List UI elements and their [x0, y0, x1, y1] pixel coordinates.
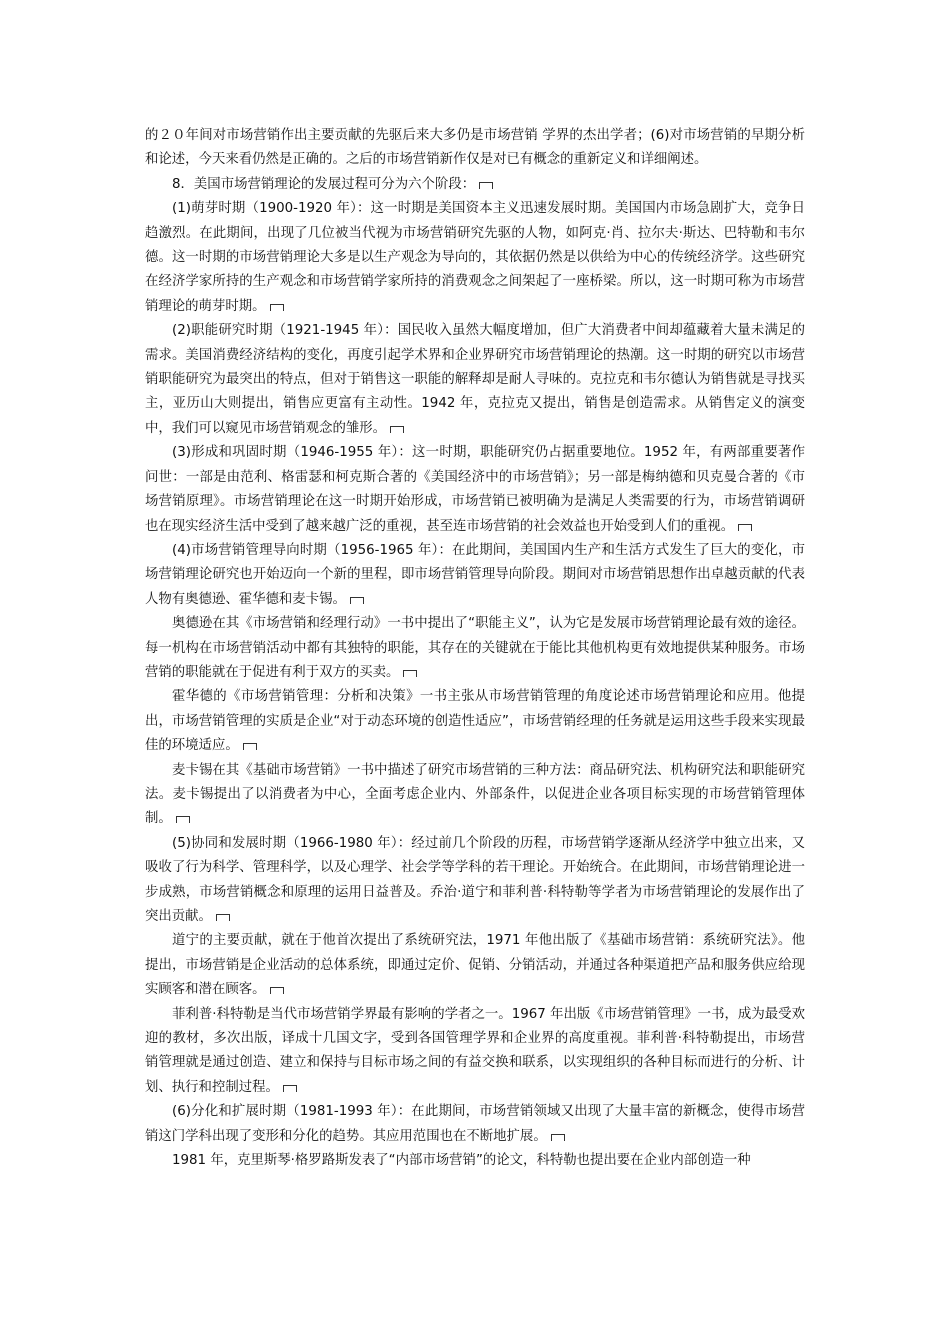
paragraph: [145, 173, 805, 197]
paragraph-mark-icon: [176, 816, 190, 823]
paragraph-mark-icon: [270, 304, 284, 311]
paragraph: [145, 1100, 805, 1149]
paragraph-text: 菲利普·科特勒是当代市场营销学界最有影响的学者之一。1967 年出版《市场营销管理》一书，成为最受欢迎的教材，多次出版，译成十几国文字，受到各国管理学界和企业界的高度重视。菲利普·科特勒提出，市场营销管理就是通过创造、建立和保持与目标市场之间的有益交换和联系，以实现组织的各种目标而进行的分析、计划、执行和控制过程。: [145, 1006, 805, 1095]
paragraph-mark-icon: [390, 426, 404, 433]
paragraph-mark-icon: [479, 182, 493, 189]
paragraph: [145, 1003, 805, 1101]
paragraph-mark-icon: [243, 743, 257, 750]
paragraph-text: 麦卡锡在其《基础市场营销》一书中描述了研究市场营销的三种方法：商品研究法、机构研究法和职能研究法。麦卡锡提出了以消费者为中心，全面考虑企业内、外部条件，以促进企业各项目标实现的市场营销管理体制。: [145, 762, 805, 827]
paragraph: [145, 685, 805, 758]
paragraph-mark-icon: [738, 524, 752, 531]
paragraph-text: 道宁的主要贡献，就在于他首次提出了系统研究法，1971 年他出版了《基础市场营销：系统研究法》。他提出，市场营销是企业活动的总体系统，即通过定价、促销、分销活动，并通过各种渠道把产品和服务供应给现实顾客和潜在顾客。: [145, 933, 805, 998]
document-page: [145, 124, 805, 1173]
paragraph-mark-icon: [283, 1085, 297, 1092]
paragraph-text: (5)协同和发展时期（1966-1980 年）：经过前几个阶段的历程，市场营销学逐渐从经济学中独立出来，又吸收了行为科学、管理科学，以及心理学、社会学等学科的若干理论。开始统合。在此期间，市场营销理论进一步成熟，市场营销概念和原理的运用日益普及。乔治·道宁和菲利普·科特勒等学者为市场营销理论的发展作出了突出贡献。: [145, 835, 805, 924]
paragraph: [145, 1149, 805, 1173]
paragraph-text: 奥德逊在其《市场营销和经理行动》一书中提出了“职能主义”，认为它是发展市场营销理论最有效的途径。每一机构在市场营销活动中都有其独特的职能，其存在的关键就在于能比其他机构更有效地提供某种服务。市场营销的职能就在于促进有利于双方的买卖。: [145, 616, 805, 680]
paragraph-mark-icon: [403, 670, 417, 677]
paragraph: [145, 539, 805, 612]
paragraph: [145, 319, 805, 441]
paragraph-mark-icon: [216, 914, 230, 921]
paragraph: [145, 612, 805, 685]
paragraph-text: (6)分化和扩展时期（1981-1993 年）：在此期间，市场营销领域又出现了大量丰富的新概念，使得市场营销这门学科出现了变形和分化的趋势。其应用范围也在不断地扩展。: [145, 1104, 805, 1144]
paragraph-text: 8．美国市场营销理论的发展过程可分为六个阶段：: [172, 176, 476, 192]
paragraph-text: (4)市场营销管理导向时期（1956-1965 年）：在此期间，美国国内生产和生活方式发生了巨大的变化，市场营销理论研究也开始迈向一个新的里程，即市场营销管理导向阶段。期间对市场营销思想作出卓越贡献的代表人物有奥德逊、霍华德和麦卡锡。: [145, 542, 805, 607]
paragraph-text: (3)形成和巩固时期（1946-1955 年）：这一时期，职能研究仍占据重要地位。1952 年，有两部重要著作问世：一部是由范利、格雷瑟和柯克斯合著的《美国经济中的市场营销》；另一部是梅纳德和贝克曼合著的《市场营销原理》。市场营销理论在这一时期开始形成，市场营销已被明确为是满足人类需要的行为，市场营销调研也在现实经济生活中受到了越来越广泛的重视，甚至连市场营销的社会效益也开始受到人们的重视。: [145, 445, 805, 534]
paragraph-text: 1981 年，克里斯琴·格罗路斯发表了“内部市场营销”的论文，科特勒也提出要在企业内部创造一种: [172, 1153, 751, 1169]
paragraph-mark-icon: [551, 1134, 565, 1141]
paragraph: [145, 124, 805, 173]
paragraph: [145, 929, 805, 1002]
paragraph: [145, 441, 805, 539]
paragraph-text: 的２０年间对市场营销作出主要贡献的先驱后来大多仍是市场营销 学界的杰出学者；(6)对市场营销的早期分析和论述，今天来看仍然是正确的。之后的市场营销新作仅是对已有概念的重新定义和详细阐述。: [145, 128, 805, 168]
paragraph: [145, 832, 805, 930]
paragraph-mark-icon: [350, 597, 364, 604]
paragraph: [145, 759, 805, 832]
paragraph-mark-icon: [270, 987, 284, 994]
paragraph-text: 霍华德的《市场营销管理：分析和决策》一书主张从市场营销管理的角度论述市场营销理论和应用。他提出，市场营销管理的实质是企业“对于动态环境的创造性适应”，市场营销经理的任务就是运用这些手段来实现最佳的环境适应。: [145, 689, 805, 754]
paragraph-text: (1)萌芽时期（1900-1920 年）：这一时期是美国资本主义迅速发展时期。美国国内市场急剧扩大，竞争日趋激烈。在此期间，出现了几位被当代视为市场营销研究先驱的人物，如阿克·肖、拉尔夫·斯达、巴特勒和韦尔德。这一时期的市场营销理论大多是以生产观念为导向的，其依据仍然是以供给为中心的传统经济学。这些研究在经济学家所持的生产观念和市场营销学家所持的消费观念之间架起了一座桥梁。所以，这一时期可称为市场营销理论的萌芽时期。: [145, 201, 805, 314]
paragraph: [145, 197, 805, 319]
paragraph-text: (2)职能研究时期（1921-1945 年）：国民收入虽然大幅度增加，但广大消费者中间却蕴藏着大量未满足的需求。美国消费经济结构的变化，再度引起学术界和企业界研究市场营销理论的热潮。这一时期的研究以市场营销职能研究为最突出的特点，但对于销售这一职能的解释却是耐人寻味的。克拉克和韦尔德认为销售就是寻找买主，亚历山大则提出，销售应更富有主动性。1942 年，克拉克又提出，销售是创造需求。从销售定义的演变中，我们可以窥见市场营销观念的雏形。: [145, 323, 805, 436]
